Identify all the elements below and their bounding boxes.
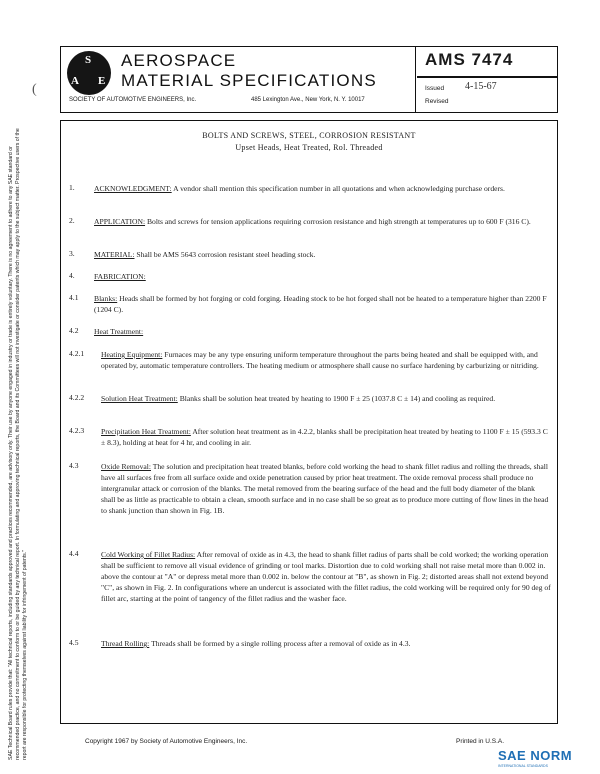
section-thread-rolling — [101, 638, 551, 649]
section-text: Heads shall be formed by hot forging or cold forging. Heading stock to be hot forged shall not be heated to a temperature higher than 2200 F (1204 C). — [94, 294, 547, 314]
issued-date: 4-15-67 — [465, 81, 497, 92]
section-number: 2. — [69, 216, 75, 225]
logo-letter-e: E — [98, 75, 106, 87]
section-number: 4.4 — [69, 549, 79, 558]
section-heading: FABRICATION: — [94, 272, 146, 281]
sae-logo — [67, 51, 111, 95]
spec-body — [60, 120, 558, 724]
section-heading: MATERIAL: — [94, 250, 135, 259]
society-name: SOCIETY OF AUTOMOTIVE ENGINEERS, Inc. — [69, 97, 197, 103]
society-address: 485 Lexington Ave., New York, N. Y. 10017 — [251, 97, 365, 103]
section-number: 4. — [69, 271, 75, 280]
section-text: After removal of oxide as in 4.3, the head to shank fillet radius of parts shall be cold worked; the working operation shall be sufficient to remove all visual evidence of grinding or tool marks. Distortion due to cold working shall not raise metal more than 0.002 in. above the contour at "A" or depress metal more than 0.002 in. below the contour at "B", as shown in Fig. 2; distorted areas shall not extend beyond "C", as shown in Fig. 2. In configurations where an undercut is associated with the fillet radius, the cold working will be required only for 90 deg of fillet arc, starting at the point of tangency of the fillet radius and the washer face. — [101, 550, 551, 603]
header-title-line2: MATERIAL SPECIFICATIONS — [121, 71, 377, 90]
issued-label: Issued — [425, 85, 445, 92]
section-number: 4.5 — [69, 638, 79, 647]
section-material — [94, 249, 546, 260]
section-number: 4.2.2 — [69, 393, 85, 402]
document-title: BOLTS AND SCREWS, STEEL, CORROSION RESISTANT — [202, 131, 416, 140]
section-acknowledgment — [94, 183, 546, 194]
section-heading: Cold Working of Fillet Radius: — [101, 550, 196, 559]
section-blanks — [94, 293, 550, 315]
section-heading: Thread Rolling: — [101, 639, 150, 648]
watermark-subtitle: INTERNATIONAL STANDARDS — [498, 764, 548, 768]
section-heat-treatment — [94, 326, 546, 337]
section-precipitation-heat-treatment — [101, 426, 551, 448]
section-heating-equipment — [101, 349, 549, 371]
section-cold-working — [101, 549, 551, 604]
section-text: After solution heat treatment as in 4.2.2, blanks shall be precipitation heat treated by heating to 1100 F ± 15 (593.3 C ± 8.3), holding at heat for 4 hr, and cooling in air. — [101, 427, 548, 447]
section-heading: Blanks: — [94, 294, 118, 303]
section-heading: Solution Heat Treatment: — [101, 394, 178, 403]
section-number: 4.2 — [69, 326, 79, 335]
copyright: Copyright 1967 by Society of Automotive Engineers, Inc. — [85, 738, 248, 745]
section-heading: ACKNOWLEDGMENT: — [94, 184, 172, 193]
side-notice: SAE Technical Board rules provide that: "All technical reports, including standards approved and practices recommended, are advisory only. Their use by anyone engaged in industry or trade is entirely voluntary. There is no agreement to adhere to any SAE standard or recommended practice, and no commitment to conform to or be guided by any technical report. In formulating and approving technical reports, the Board and its Committees will not investigate or consider patents which may apply to the subject matter. Prospective users of the report are responsible for protecting themselves against liability for infringement of patents." — [8, 128, 28, 760]
printed-in: Printed in U.S.A. — [456, 738, 505, 745]
section-heading: Precipitation Heat Treatment: — [101, 427, 191, 436]
section-text: Shall be AMS 5643 corrosion resistant steel heading stock. — [136, 250, 316, 259]
section-text: Blanks shall be solution heat treated by heating to 1900 F ± 25 (1037.8 C ± 14) and cooling as required. — [179, 394, 496, 403]
section-fabrication — [94, 271, 546, 282]
section-solution-heat-treatment — [101, 393, 549, 404]
section-number: 4.2.3 — [69, 426, 85, 435]
section-text: Threads shall be formed by a single rolling process after a removal of oxide as in 4.3. — [151, 639, 411, 648]
section-number: 4.3 — [69, 461, 79, 470]
spec-number: AMS 7474 — [425, 50, 514, 69]
header-box — [60, 46, 558, 113]
binding-mark: ( — [32, 82, 37, 97]
section-application — [94, 216, 546, 227]
logo-letter-s: S — [85, 54, 92, 66]
header-left — [61, 47, 416, 112]
revised-label: Revised — [425, 98, 449, 105]
header-divider — [417, 76, 557, 78]
document-subtitle: Upset Heads, Heat Treated, Rol. Threaded — [235, 143, 383, 152]
section-text: Bolts and screws for tension applications requiring corrosion resistance and high strength at temperatures up to 600 F (316 C). — [146, 217, 531, 226]
section-number: 4.2.1 — [69, 349, 85, 358]
logo-letter-a: A — [71, 75, 79, 87]
section-text: A vendor shall mention this specification number in all quotations and when acknowledging purchase orders. — [173, 184, 505, 193]
header-right — [417, 47, 557, 112]
section-number: 4.1 — [69, 293, 79, 302]
section-heading: Heat Treatment: — [94, 327, 144, 336]
section-text: The solution and precipitation heat treated blanks, before cold working the head to shank fillet radius and rolling the threads, shall have all surfaces free from all surface oxide and oxide penetration caused by prior heat treatment. The oxide removal process shall produce no intergranular attack or corrosion of the blanks. The metal removed from the bearing surface of the head and the full body diameter of the blank shall be as little as practicable to obtain a clean, smooth surface and in no case shall be so great as to produce more cutting of flow lines in the head to shank junction than shown in Fig. 1B. — [101, 462, 549, 515]
section-heading: Oxide Removal: — [101, 462, 151, 471]
section-heading: APPLICATION: — [94, 217, 146, 226]
section-number: 1. — [69, 183, 75, 192]
section-text: Furnaces may be any type ensuring uniform temperature throughout the parts being heated and shall be equipped with, and operated by, automatic temperature controllers. The heating medium or atmosphere shall cause no surface hardening by carburizing or nitriding. — [101, 350, 539, 370]
header-title-line1: AEROSPACE — [121, 51, 237, 70]
section-heading: Heating Equipment: — [101, 350, 163, 359]
watermark-logo: SAE NORM — [498, 748, 573, 763]
section-oxide-removal — [101, 461, 551, 516]
section-number: 3. — [69, 249, 75, 258]
